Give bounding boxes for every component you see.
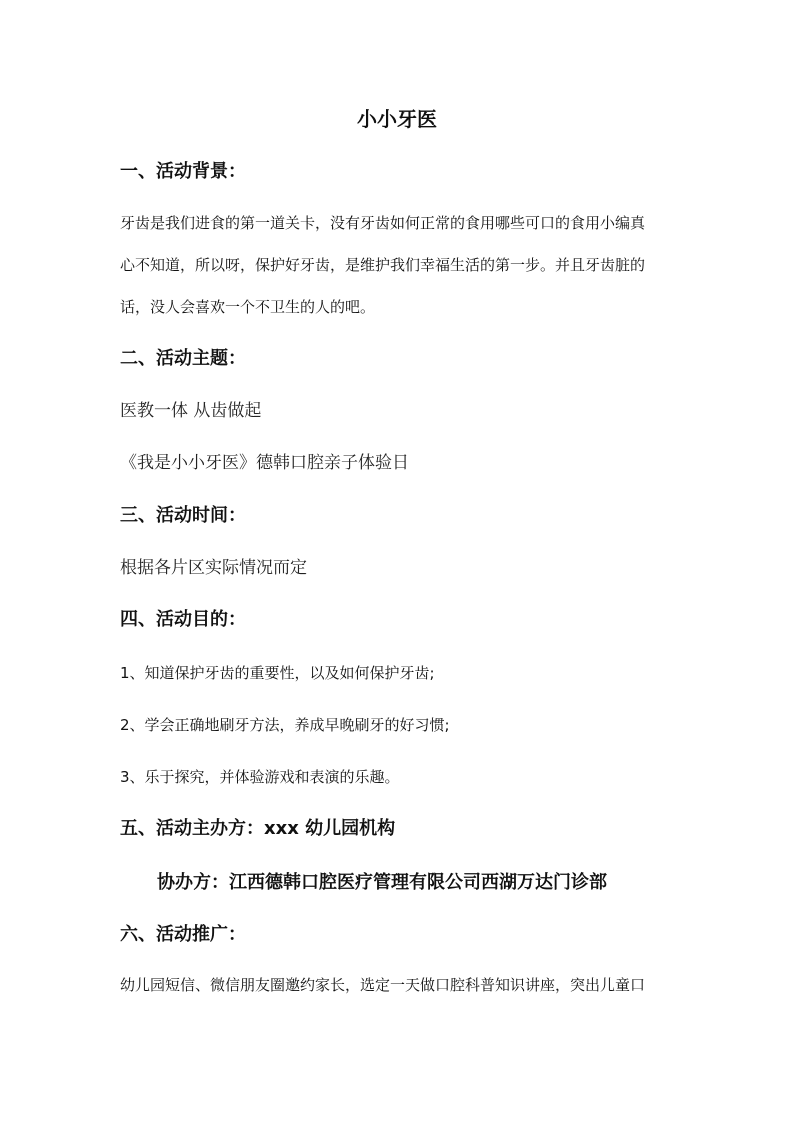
section-heading-time: 三、活动时间： <box>120 505 246 526</box>
background-line: 话，没人会喜欢一个不卫生的人的吧。 <box>120 298 376 316</box>
goal-item: 2、学会正确地刷牙方法，养成早晚刷牙的好习惯; <box>120 716 450 734</box>
background-line: 心不知道，所以呀，保护好牙齿，是维护我们幸福生活的第一步。并且牙齿脏的 <box>120 256 646 274</box>
goal-item: 1、知道保护牙齿的重要性，以及如何保护牙齿; <box>120 664 435 682</box>
goal-item: 3、乐于探究，并体验游戏和表演的乐趣。 <box>120 768 400 786</box>
co-organizer-line: 协办方：江西德韩口腔医疗管理有限公司西湖万达门诊部 <box>157 872 607 893</box>
background-paragraph <box>120 202 680 328</box>
section-heading-organizer: 五、活动主办方：xxx 幼儿园机构 <box>120 818 396 839</box>
theme-line: 医教一体 从齿做起 <box>120 401 262 421</box>
section-heading-background: 一、活动背景： <box>120 161 246 182</box>
section-heading-theme: 二、活动主题： <box>120 348 246 369</box>
section-heading-goals: 四、活动目的： <box>120 609 246 630</box>
promotion-text: 幼儿园短信、微信朋友圈邀约家长，选定一天做口腔科普知识讲座，突出儿童口 <box>120 976 646 994</box>
theme-line: 《我是小小牙医》德韩口腔亲子体验日 <box>120 453 409 473</box>
time-text: 根据各片区实际情况而定 <box>120 558 307 578</box>
document-title: 小小牙医 <box>357 107 437 131</box>
background-line: 牙齿是我们进食的第一道关卡，没有牙齿如何正常的食用哪些可口的食用小编真 <box>120 214 646 232</box>
section-heading-promotion: 六、活动推广： <box>120 924 246 945</box>
